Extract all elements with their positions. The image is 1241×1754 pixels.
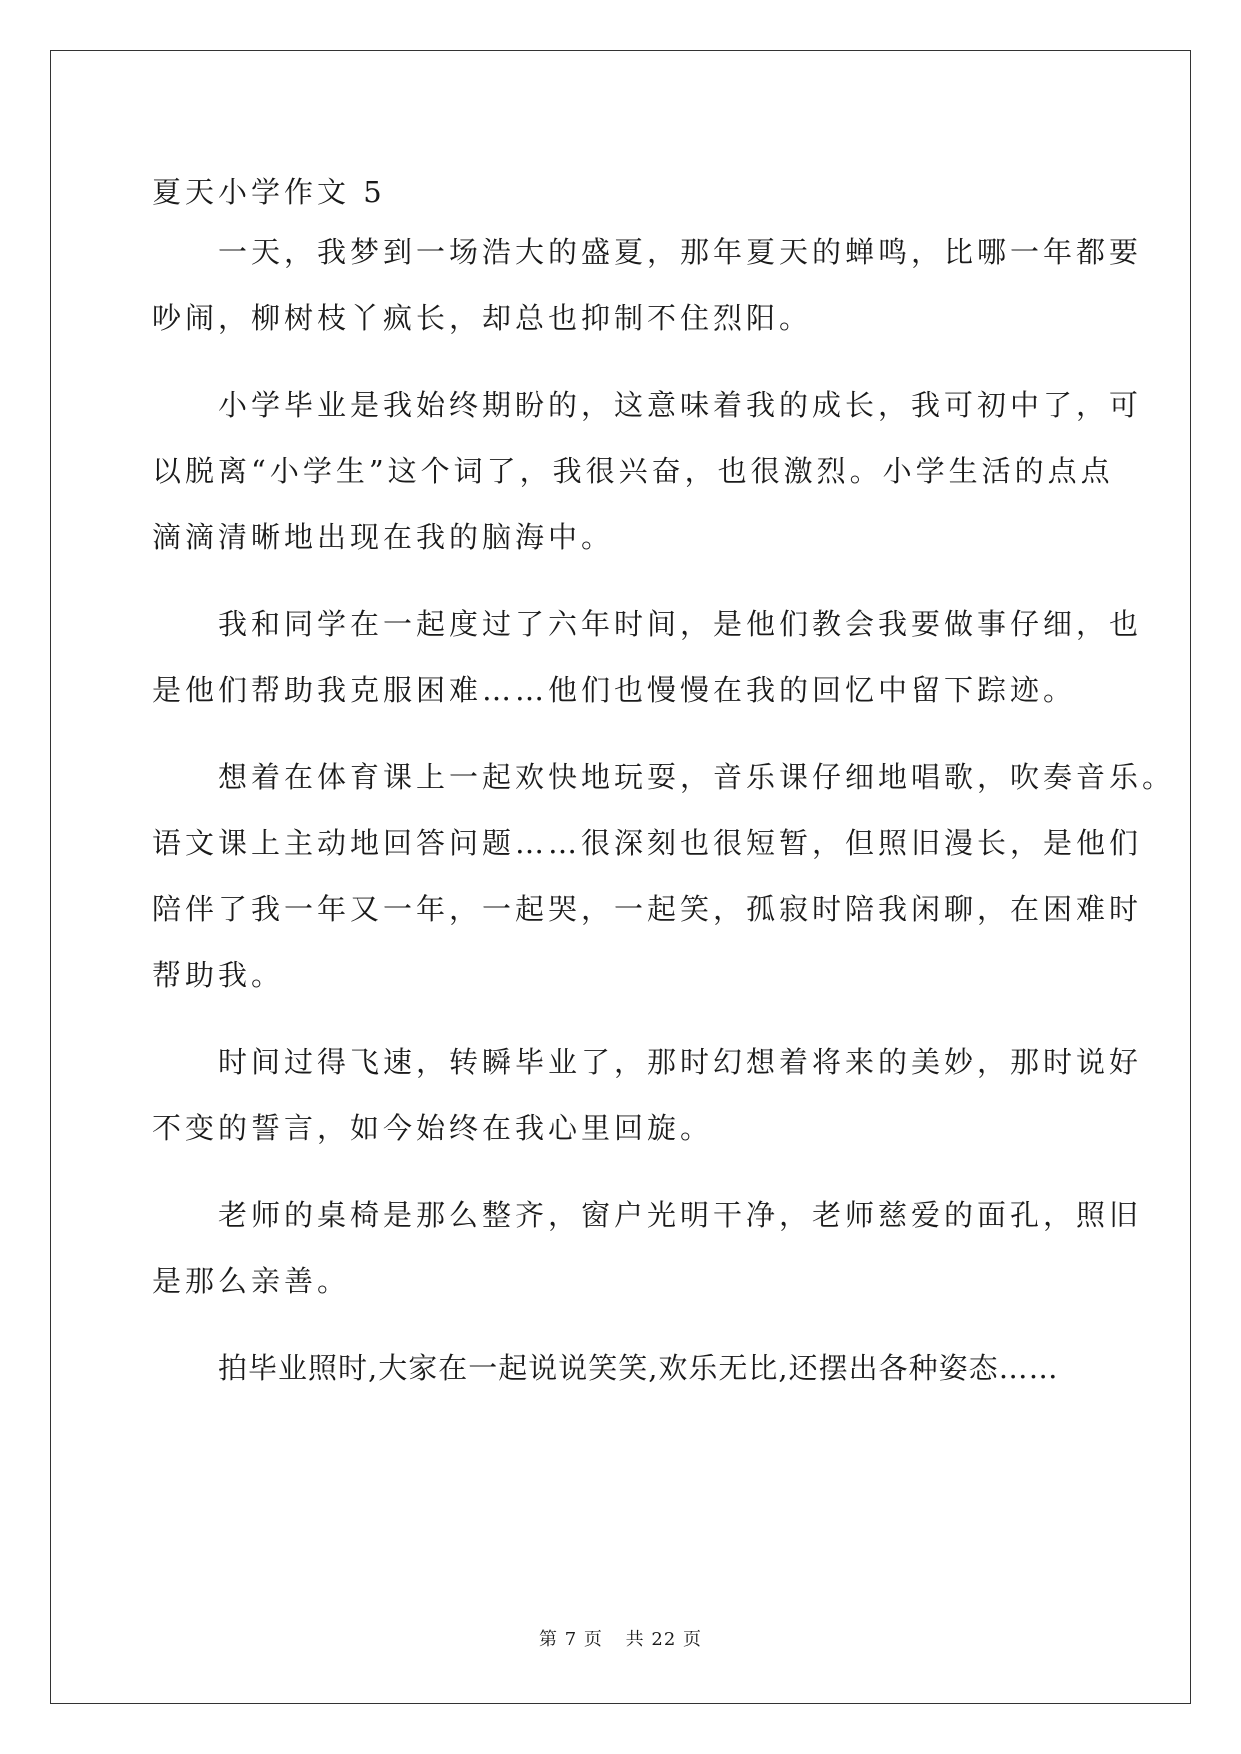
text-line: 老师的桌椅是那么整齐，窗户光明干净，老师慈爱的面孔，照旧 — [218, 1198, 1143, 1232]
text-line: 陪伴了我一年又一年，一起哭，一起笑，孤寂时陪我闲聊，在困难时 — [152, 892, 1143, 926]
text-line: 是他们帮助我克服困难……他们也慢慢在我的回忆中留下踪迹。 — [152, 673, 1077, 707]
text-line: 拍毕业照时,大家在一起说说笑笑,欢乐无比,还摆出各种姿态…… — [218, 1351, 1059, 1385]
page-total: 共 22 页 — [625, 1629, 702, 1650]
text-line: 不变的誓言，如今始终在我心里回旋。 — [152, 1111, 714, 1145]
text-line: 帮助我。 — [152, 958, 285, 992]
text-line: 吵闹，柳树枝丫疯长，却总也抑制不住烈阳。 — [152, 301, 813, 335]
text-line: 滴滴清晰地出现在我的脑海中。 — [152, 520, 615, 554]
page-number: 第 7 页 — [539, 1629, 603, 1650]
text-line: 一天，我梦到一场浩大的盛夏，那年夏天的蝉鸣，比哪一年都要 — [218, 235, 1143, 269]
document-title: 夏天小学作文 5 — [152, 175, 386, 209]
text-line: 小学毕业是我始终期盼的，这意味着我的成长，我可初中了，可 — [218, 388, 1143, 422]
text-line: 时间过得飞速，转瞬毕业了，那时幻想着将来的美妙，那时说好 — [218, 1045, 1143, 1079]
text-line: 我和同学在一起度过了六年时间，是他们教会我要做事仔细，也 — [218, 607, 1143, 641]
text-line: 是那么亲善。 — [152, 1264, 351, 1298]
text-line: 语文课上主动地回答问题……很深刻也很短暂，但照旧漫长，是他们 — [152, 826, 1143, 860]
text-line: 想着在体育课上一起欢快地玩耍，音乐课仔细地唱歌，吹奏音乐。 — [218, 760, 1176, 794]
text-line: 以脱离“小学生”这个词了，我很兴奋，也很激烈。小学生活的点点 — [152, 454, 1114, 488]
page-footer — [0, 1628, 1241, 1652]
